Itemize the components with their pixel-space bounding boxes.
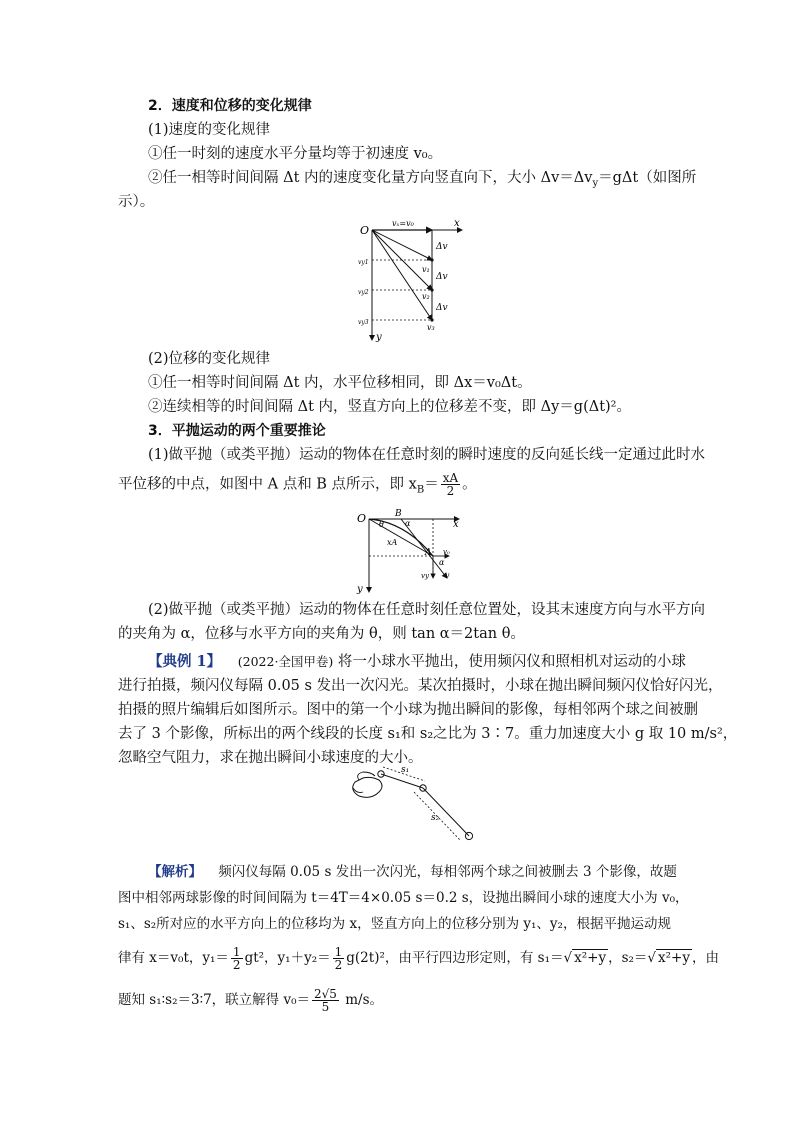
solution-l5-a: 题知 s₁∶s₂＝3∶7，联立解得 v₀＝ <box>118 992 311 1008</box>
frac3-den: 5 <box>321 1000 330 1014</box>
fig2-alpha-top: α <box>405 519 411 528</box>
displacement-rule-item1: ①任一相等时间间隔 Δt 内，水平位移相同，即 Δx＝v₀Δt。 <box>148 375 532 391</box>
solution-l4-d: ，s₂＝ <box>608 950 648 966</box>
fig1-vy2: vy2 <box>358 289 369 296</box>
solution-l4-e: ，由 <box>692 950 719 966</box>
inference1-subscript: B <box>416 484 425 496</box>
solution-line2: 图中相邻两球影像的时间间隔为 t＝4T＝4×0.05 s＝0.2 s，设抛出瞬间小球的速度大小为 v₀， <box>118 890 689 906</box>
inference1-line1: (1)做平抛（或类平抛）运动的物体在任意时刻的瞬时速度的反向延长线一定通过此时水 <box>148 447 706 463</box>
solution-frac1 <box>231 946 243 971</box>
solution-line5 <box>118 988 383 1013</box>
solution-root1: x²+y <box>574 950 607 966</box>
solution-line4: 律有 x＝v₀t，y₁＝ $\frac{1}{2}$ gt²，y₁＋y₂＝ $\frac{1}{2}$ g(2t)²，由平行四边形定则，有 s₁＝√ x²+y ，s₂＝√ x²+y ，由 <box>118 945 719 972</box>
frac1-den: 2 <box>232 958 241 972</box>
velocity-rule-item2 <box>148 168 696 194</box>
fraction-numerator: xA <box>442 471 459 485</box>
inference1-end: 。 <box>462 476 477 493</box>
fig1-vy3: vy3 <box>358 319 369 326</box>
example-line4: 去了 3 个影像，所标出的两个线段的长度 s₁和 s₂之比为 3∶7。重力加速度大小 g 取 10 m/s²， <box>118 726 738 742</box>
fig2-v0: v₀ <box>443 548 450 556</box>
fig2-theta: θ <box>379 520 384 529</box>
fig1-dv2: Δv <box>436 272 448 282</box>
solution-tag: 【解析】 <box>148 864 202 880</box>
fig1-y-axis: y <box>376 332 382 342</box>
solution-text1: 频闪仪每隔 0.05 s 发出一次闪光，每相邻两个球之间被删去 3 个影像，故题 <box>218 864 677 880</box>
solution-root2: x²+y <box>658 950 690 966</box>
fraction-denominator: 2 <box>446 484 455 498</box>
frac2-den: 2 <box>334 958 343 972</box>
item2-part-b: ＝gΔt（如图所 <box>598 170 697 186</box>
strobe-photo-figure <box>345 762 485 844</box>
solution-frac3 <box>312 988 339 1013</box>
fig1-v3: v₃ <box>427 323 435 332</box>
fig2-point-a: A <box>425 548 432 558</box>
item2-part-a: ②任一相等时间间隔 Δt 内的速度变化量方向竖直向下，大小 Δv＝Δv <box>148 170 593 186</box>
fig1-v2: v₂ <box>422 292 430 301</box>
fig2-alpha-bottom: α <box>439 558 445 567</box>
example-line1 <box>148 652 686 672</box>
inference2-line1: (2)做平抛（或类平抛）运动的物体在任意时刻任意位置处，设其末速度方向与水平方向 <box>148 602 706 618</box>
fig3-s2: s₂ <box>431 813 440 823</box>
fig1-x-axis: x <box>454 218 460 229</box>
fig3-s1: s₁ <box>401 765 410 775</box>
example-line2: 进行拍摄，频闪仪每隔 0.05 s 发出一次闪光。某次拍摄时，小球在抛出瞬间频闪仪恰好闪光， <box>118 678 723 694</box>
projectile-inference-figure <box>355 504 467 596</box>
example-text1: 将一小球水平抛出，使用频闪仪和照相机对运动的小球 <box>337 654 686 670</box>
fig1-dv1: Δv <box>436 242 448 252</box>
fig2-v: v <box>445 571 450 580</box>
fig1-dv3: Δv <box>436 303 448 313</box>
frac2-num: 1 <box>334 945 343 959</box>
velocity-rule-item2-cont: 示）。 <box>118 194 155 210</box>
solution-l4-c: g(2t)²，由平行四边形定则，有 s₁＝ <box>346 950 564 966</box>
solution-l4-b: gt²，y₁＋y₂＝ <box>244 950 331 966</box>
fig2-x-axis: x <box>453 519 459 530</box>
section2-heading: 2．速度和位移的变化规律 <box>148 98 312 114</box>
solution-frac2 <box>333 946 345 971</box>
solution-l4-a: 律有 x＝v₀t，y₁＝ <box>118 950 229 966</box>
fig1-origin: O <box>360 224 370 237</box>
fig1-v1: v₁ <box>422 265 430 274</box>
example-line5: 忽略空气阻力，求在抛出瞬间小球速度的大小。 <box>118 750 423 766</box>
fig1-vy1: vy1 <box>358 259 369 266</box>
fig1-v0-label: vₓ=v₀ <box>392 219 414 228</box>
solution-l5-b: m/s。 <box>345 992 384 1008</box>
fig2-point-b: B <box>395 509 402 519</box>
inference2-line2: 的夹角为 α，位移与水平方向的夹角为 θ，则 tan α＝2tan θ。 <box>118 626 525 642</box>
velocity-rule-item1: ①任一时刻的速度水平分量均等于初速度 v₀。 <box>148 146 443 162</box>
velocity-change-figure <box>358 212 468 342</box>
inference1-line2: 平位移的中点，如图中 A 点和 B 点所示，即 $x_B=$ $\frac{xA}{2}$ 。 <box>118 471 477 498</box>
section3-heading: 3．平抛运动的两个重要推论 <box>148 423 326 439</box>
inference1-text: 平位移的中点，如图中 A 点和 B 点所示，即 x <box>118 476 417 493</box>
solution-line1 <box>148 862 677 882</box>
fig2-xa: xA <box>387 538 398 547</box>
displacement-rule-item2: ②连续相等的时间间隔 Δt 内，竖直方向上的位移差不变，即 Δy＝g(Δt)²。 <box>148 399 631 415</box>
displacement-rule-subheading: (2)位移的变化规律 <box>148 351 271 367</box>
fig2-vy: vy <box>421 572 429 580</box>
example-source: (2022·全国甲卷) <box>237 654 334 669</box>
velocity-rule-subheading: (1)速度的变化规律 <box>148 122 271 138</box>
fig2-y-axis: y <box>357 584 363 595</box>
example-line3: 拍摄的照片编辑后如图所示。图中的第一个小球为抛出瞬间的影像，每相邻两个球之间被删 <box>118 702 698 718</box>
item2-subscript: y <box>592 177 599 189</box>
fig2-origin: O <box>357 512 367 525</box>
inference1-fraction <box>441 472 460 497</box>
example-tag: 【典例 1】 <box>148 653 222 670</box>
frac1-num: 1 <box>232 945 241 959</box>
frac3-num: 2√5 <box>314 987 337 1001</box>
solution-line3: s₁、s₂所对应的水平方向上的位移均为 x，竖直方向上的位移分别为 y₁、y₂，根据平抛运动规 <box>118 916 671 932</box>
